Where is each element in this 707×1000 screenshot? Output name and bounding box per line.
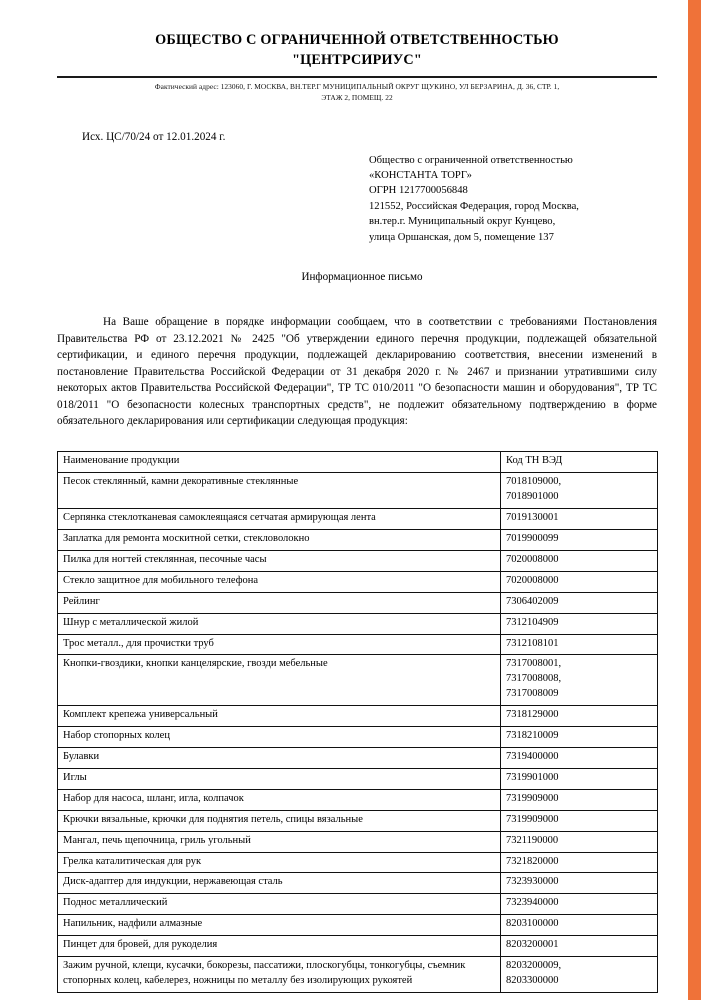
products-table-body xyxy=(58,473,658,993)
table-row xyxy=(58,810,658,831)
cell-product-name: Песок стеклянный, камни декоративные стеклянные xyxy=(58,473,501,509)
cell-tnved-code xyxy=(501,957,658,993)
tnved-code-value: 7317008001, xyxy=(506,658,562,670)
tnved-code-value: 7317008009 xyxy=(506,688,559,700)
table-row xyxy=(58,613,658,634)
cell-tnved-code xyxy=(501,509,658,530)
tnved-code-value: 7319901000 xyxy=(506,771,559,783)
table-row xyxy=(58,509,658,530)
cell-product-name: Грелка каталитическая для рук xyxy=(58,852,501,873)
document-content xyxy=(57,0,657,993)
cell-product-name: Набор для насоса, шланг, игла, колпачок xyxy=(58,789,501,810)
tnved-code-value: 7018109000, xyxy=(506,476,562,488)
cell-product-name: Серпянка стеклотканевая самоклеящаяся сетчатая армирующая лента xyxy=(58,509,501,530)
cell-tnved-code xyxy=(501,873,658,894)
recipient-address-line-2: вн.тер.г. Муниципальный округ Кунцево, xyxy=(369,216,556,228)
products-table xyxy=(57,451,658,992)
tnved-code-value: 7020008000 xyxy=(506,574,559,586)
cell-tnved-code xyxy=(501,748,658,769)
company-address-line-2: ЭТАЖ 2, ПОМЕЩ. 22 xyxy=(321,93,393,103)
cell-product-name: Набор стопорных колец xyxy=(58,727,501,748)
tnved-code-value: 7312104909 xyxy=(506,616,559,628)
table-row xyxy=(58,550,658,571)
cell-tnved-code xyxy=(501,571,658,592)
tnved-code-value: 7306402009 xyxy=(506,595,559,607)
company-address-line-1: Фактический адрес: 123060, Г. МОСКВА, ВН.ТЕР.Г МУНИЦИПАЛЬНЫЙ ОКРУГ ЩУКИНО, УЛ БЕРЗАРИНА, Д. 36, СТР. 1, xyxy=(154,82,560,92)
tnved-code-value: 7019130001 xyxy=(506,512,559,524)
recipient-org-type: Общество с ограниченной ответственностью xyxy=(369,154,573,166)
cell-tnved-code xyxy=(501,852,658,873)
letterhead xyxy=(57,0,657,104)
cell-product-name: Зажим ручной, клещи, кусачки, бокорезы, пассатижи, плоскогубцы, тонкогубцы, съемник стопорных колец, кабелерез, ножницы по металлу без изолирующих рукоятей xyxy=(58,957,501,993)
tnved-code-value: 7019900099 xyxy=(506,533,559,545)
tnved-code-value: 7319909000 xyxy=(506,792,559,804)
company-name-line-1: ОБЩЕСТВО С ОГРАНИЧЕННОЙ ОТВЕТСТВЕННОСТЬЮ xyxy=(155,32,559,48)
cell-product-name: Напильник, надфили алмазные xyxy=(58,915,501,936)
table-row xyxy=(58,831,658,852)
table-row xyxy=(58,789,658,810)
cell-tnved-code xyxy=(501,789,658,810)
company-name-line-2: "ЦЕНТРСИРИУС" xyxy=(292,52,422,69)
cell-tnved-code xyxy=(501,768,658,789)
cell-tnved-code xyxy=(501,706,658,727)
cell-tnved-code xyxy=(501,655,658,706)
tnved-code-value: 7319400000 xyxy=(506,751,559,763)
table-row xyxy=(58,852,658,873)
recipient-address-line-1: 121552, Российская Федерация, город Москва, xyxy=(369,200,579,212)
tnved-code-value: 8203200009, xyxy=(506,960,562,972)
cell-tnved-code xyxy=(501,634,658,655)
cell-product-name: Комплект крепежа универсальный xyxy=(58,706,501,727)
table-row xyxy=(58,727,658,748)
table-row xyxy=(58,894,658,915)
table-row xyxy=(58,634,658,655)
tnved-code-value: 7321820000 xyxy=(506,855,559,867)
cell-product-name: Шнур с металлической жилой xyxy=(58,613,501,634)
tnved-code-value: 7318129000 xyxy=(506,709,559,721)
cell-product-name: Крючки вязальные, крючки для поднятия петель, спицы вязальные xyxy=(58,810,501,831)
tnved-code-value: 7323940000 xyxy=(506,897,559,909)
cell-tnved-code xyxy=(501,550,658,571)
tnved-code-value: 8203300000 xyxy=(506,974,559,986)
letterhead-divider xyxy=(57,76,657,78)
cell-tnved-code xyxy=(501,831,658,852)
table-row xyxy=(58,530,658,551)
cell-product-name: Пилка для ногтей стеклянная, песочные часы xyxy=(58,550,501,571)
tnved-code-value: 7018901000 xyxy=(506,491,559,503)
table-row xyxy=(58,957,658,993)
cell-tnved-code xyxy=(501,613,658,634)
document-subject-title: Информационное письмо xyxy=(301,271,423,284)
table-row xyxy=(58,706,658,727)
tnved-code-value: 7312108101 xyxy=(506,637,559,649)
tnved-code-value: 7319909000 xyxy=(506,813,559,825)
cell-tnved-code xyxy=(501,936,658,957)
table-row xyxy=(58,873,658,894)
cell-tnved-code xyxy=(501,810,658,831)
cell-product-name: Трос металл., для прочистки труб xyxy=(58,634,501,655)
table-row xyxy=(58,571,658,592)
column-header-product-name: Наименование продукции xyxy=(58,452,501,473)
table-row xyxy=(58,592,658,613)
cell-product-name: Стекло защитное для мобильного телефона xyxy=(58,571,501,592)
cell-product-name: Кнопки-гвоздики, кнопки канцелярские, гвозди мебельные xyxy=(58,655,501,706)
cell-tnved-code xyxy=(501,530,658,551)
table-row xyxy=(58,915,658,936)
tnved-code-value: 7323930000 xyxy=(506,876,559,888)
cell-product-name: Булавки xyxy=(58,748,501,769)
cell-product-name: Мангал, печь щепочница, гриль угольный xyxy=(58,831,501,852)
table-row xyxy=(58,748,658,769)
tnved-code-value: 7318210009 xyxy=(506,730,559,742)
tnved-code-value: 8203100000 xyxy=(506,918,559,930)
recipient-ogrn: ОГРН 1217700056848 xyxy=(369,185,468,197)
tnved-code-value: 7321190000 xyxy=(506,834,559,846)
tnved-code-value: 7020008000 xyxy=(506,553,559,565)
cell-product-name: Диск-адаптер для индукции, нержавеющая сталь xyxy=(58,873,501,894)
column-header-tnved-code: Код ТН ВЭД xyxy=(501,452,658,473)
cell-tnved-code xyxy=(501,473,658,509)
tnved-code-value: 8203200001 xyxy=(506,939,559,951)
recipient-address-line-3: улица Оршанская, дом 5, помещение 137 xyxy=(369,231,554,243)
cell-product-name: Поднос металлический xyxy=(58,894,501,915)
recipient-org-name: «КОНСТАНТА ТОРГ» xyxy=(369,169,472,181)
table-header-row xyxy=(58,452,658,473)
cell-product-name: Рейлинг xyxy=(58,592,501,613)
tnved-code-value: 7317008008, xyxy=(506,673,562,685)
cell-tnved-code xyxy=(501,592,658,613)
cell-tnved-code xyxy=(501,915,658,936)
body-paragraph: На Ваше обращение в порядке информации сообщаем, что в соответствии с требованиями Постановления Правительства РФ от 23.12.2021 № 2425 "Об утверждении единого перечня продукции, подлежащей обязательной сертификации, и единого перечня продукции, подлежащей декларированию соответствия, внесении изменений в постановление Правительства Российской Федерации от 31 декабря 2020 г. № 2467 и признании утратившими силу некоторых актов Правительства Российской Федерации", ТР ТС 010/2011 "О безопасности машин и оборудования", ТР ТС 018/2011 "О безопасности колесных транспортных средств", не подлежит обязательному подтверждению в форме обязательного декларирования или сертификации следующая продукция: xyxy=(57,316,657,427)
cell-tnved-code xyxy=(501,894,658,915)
table-row xyxy=(58,655,658,706)
table-row xyxy=(58,936,658,957)
cell-tnved-code xyxy=(501,727,658,748)
table-row xyxy=(58,473,658,509)
table-row xyxy=(58,768,658,789)
recipient-block xyxy=(369,153,669,246)
outgoing-reference-number: Исх. ЦС/70/24 от 12.01.2024 г. xyxy=(82,130,226,143)
cell-product-name: Заплатка для ремонта москитной сетки, стекловолокно xyxy=(58,530,501,551)
cell-product-name: Иглы xyxy=(58,768,501,789)
cell-product-name: Пинцет для бровей, для рукоделия xyxy=(58,936,501,957)
accent-bar-right xyxy=(688,0,701,1000)
